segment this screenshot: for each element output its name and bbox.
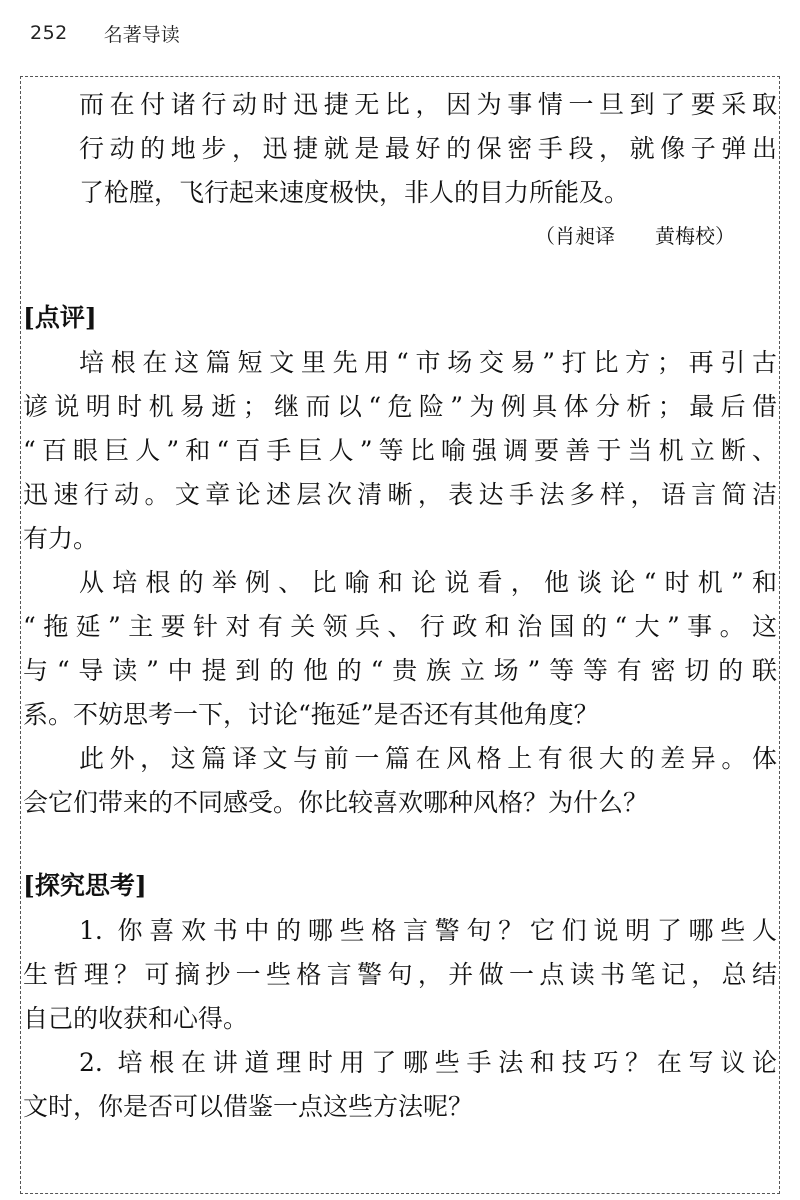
content-frame xyxy=(20,76,780,1194)
inquiry-line: 2. 培根在讲道理时用了哪些手法和技巧？在写议论 xyxy=(79,1048,777,1077)
commentary-line: 培根在这篇短文里先用“市场交易”打比方；再引古 xyxy=(79,348,777,377)
commentary-line: 系。不妨思考一下，讨论“拖延”是否还有其他角度？ xyxy=(23,700,599,729)
inquiry-line: 文时，你是否可以借鉴一点这些方法呢？ xyxy=(23,1092,474,1121)
excerpt-line: 了枪膛，飞行起来速度极快，非人的目力所能及。 xyxy=(79,178,630,207)
commentary-line: 有力。 xyxy=(23,524,99,553)
page-number: 252 xyxy=(30,22,68,44)
commentary-line: “百眼巨人”和“百手巨人”等比喻强调要善于当机立断、 xyxy=(23,436,777,465)
commentary-line: “拖延”主要针对有关领兵、行政和治国的“大”事。这 xyxy=(23,612,777,641)
commentary-line: 此外，这篇译文与前一篇在风格上有很大的差异。体 xyxy=(79,744,777,773)
excerpt-line: 而在付诸行动时迅捷无比，因为事情一旦到了要采取 xyxy=(79,90,777,119)
commentary-line: 会它们带来的不同感受。你比较喜欢哪种风格？为什么？ xyxy=(23,788,649,817)
inquiry-line: 生哲理？可摘抄一些格言警句，并做一点读书笔记，总结 xyxy=(23,960,777,989)
inquiry-line: 自己的收获和心得。 xyxy=(23,1004,249,1033)
commentary-line: 与“导读”中提到的他的“贵族立场”等等有密切的联 xyxy=(23,656,777,685)
translator-credit: （肖昶译 黄梅校） xyxy=(535,224,735,248)
commentary-line: 谚说明时机易逝；继而以“危险”为例具体分析；最后借 xyxy=(23,392,777,421)
commentary-line: 从培根的举例、比喻和论说看，他谈论“时机”和 xyxy=(79,568,777,597)
page-header xyxy=(30,18,180,48)
commentary-title: [点评] xyxy=(23,303,97,332)
book-title: 名著导读 xyxy=(103,23,180,46)
excerpt-line: 行动的地步，迅捷就是最好的保密手段，就像子弹出 xyxy=(79,134,777,163)
inquiry-title: [探究思考] xyxy=(23,871,147,900)
inquiry-line: 1. 你喜欢书中的哪些格言警句？它们说明了哪些人 xyxy=(79,916,777,945)
commentary-line: 迅速行动。文章论述层次清晰，表达手法多样，语言简洁 xyxy=(23,480,777,509)
